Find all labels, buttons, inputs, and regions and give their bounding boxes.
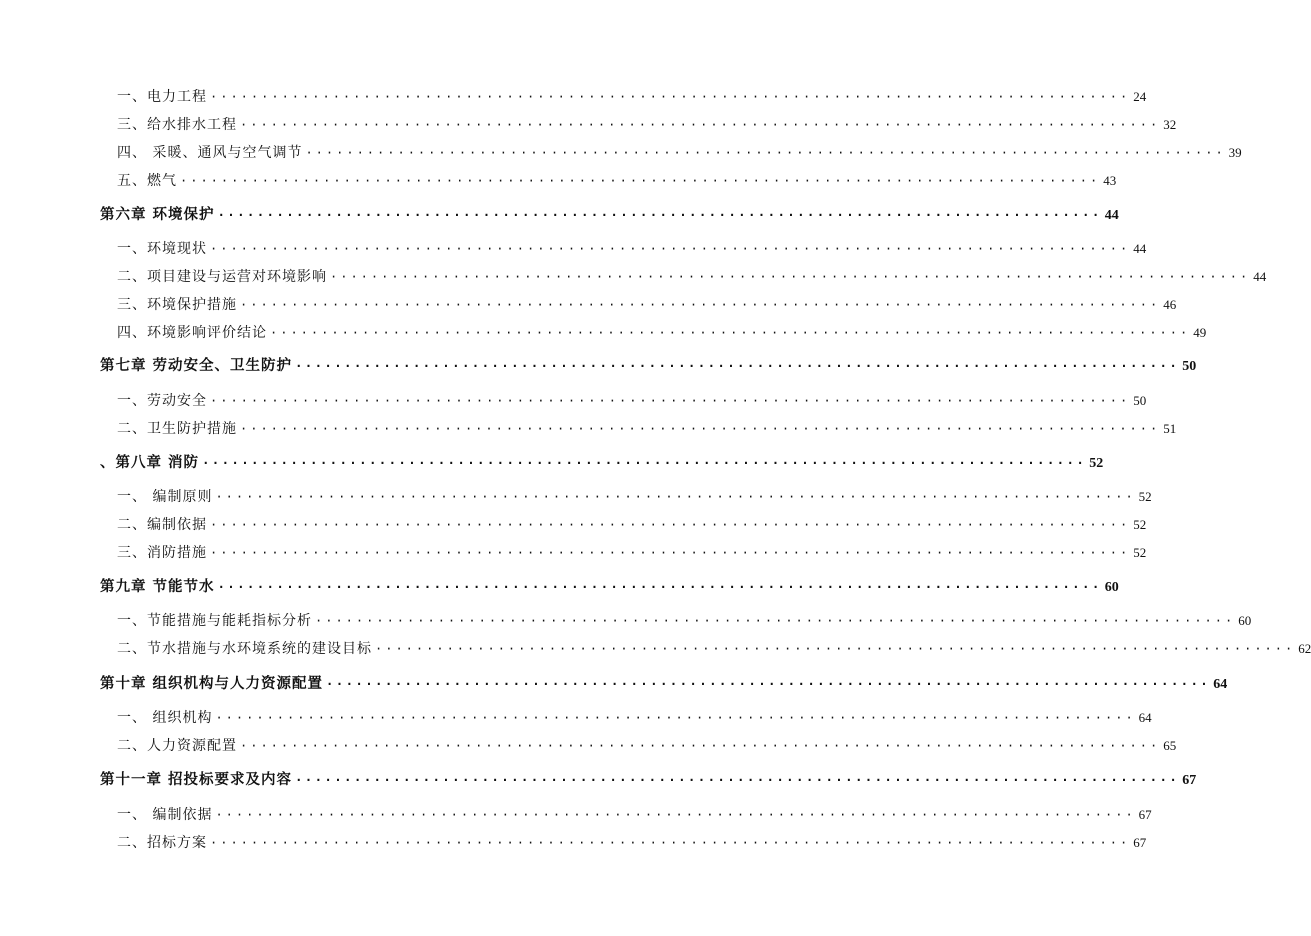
toc-chapter-title: 第十章 组织机构与人力资源配置 bbox=[100, 675, 324, 692]
toc-leader-dots: ·························································································· bbox=[215, 490, 1136, 504]
toc-entry-title: 二、人力资源配置 bbox=[117, 738, 237, 754]
toc-chapter-title: 、第八章 消防 bbox=[100, 454, 200, 471]
toc-entry[interactable] bbox=[117, 544, 1147, 562]
toc-chapter-entry[interactable] bbox=[100, 454, 1104, 473]
toc-leader-dots: ·························································································· bbox=[210, 242, 1131, 256]
toc-chapter-entry[interactable] bbox=[100, 675, 1228, 694]
toc-entry-title: 二、项目建设与运营对环境影响 bbox=[117, 269, 327, 285]
toc-entry-title: 一、 编制依据 bbox=[117, 807, 213, 823]
toc-leader-dots: ·························································································· bbox=[270, 326, 1191, 340]
toc-entry-title: 四、环境影响评价结论 bbox=[117, 325, 267, 341]
toc-entry[interactable] bbox=[117, 709, 1152, 727]
toc-entry[interactable] bbox=[117, 488, 1152, 506]
toc-entry-title: 五、燃气 bbox=[117, 173, 177, 189]
toc-leader-dots: ·························································································· bbox=[330, 270, 1251, 284]
toc-chapter-title: 第七章 劳动安全、卫生防护 bbox=[100, 357, 293, 374]
toc-leader-dots: ·························································································· bbox=[295, 359, 1180, 373]
toc-entry-title: 一、电力工程 bbox=[117, 89, 207, 105]
toc-page-number: 44 bbox=[1133, 241, 1147, 256]
toc-entry[interactable] bbox=[117, 88, 1147, 106]
toc-leader-dots: ·························································································· bbox=[217, 208, 1102, 222]
toc-page-number: 67 bbox=[1138, 807, 1152, 822]
toc-entry[interactable] bbox=[117, 144, 1242, 162]
toc-chapter-title: 第六章 环境保护 bbox=[100, 206, 215, 223]
toc-page-number: 64 bbox=[1138, 710, 1152, 725]
toc-page-number: 44 bbox=[1104, 208, 1119, 223]
toc-leader-dots: ·························································································· bbox=[217, 580, 1102, 594]
toc-entry[interactable] bbox=[117, 612, 1252, 630]
toc-page-number: 65 bbox=[1163, 738, 1177, 753]
toc-leader-dots: ·························································································· bbox=[210, 90, 1131, 104]
toc-page-number: 64 bbox=[1213, 677, 1228, 692]
toc-leader-dots: ·························································································· bbox=[202, 456, 1087, 470]
toc-entry[interactable] bbox=[117, 516, 1147, 534]
toc-entry[interactable] bbox=[117, 324, 1207, 342]
toc-chapter-title: 第九章 节能节水 bbox=[100, 578, 215, 595]
toc-page-number: 51 bbox=[1163, 421, 1177, 436]
toc-entry-title: 四、 采暖、通风与空气调节 bbox=[117, 145, 303, 161]
toc-entry-title: 三、消防措施 bbox=[117, 545, 207, 561]
toc-entry-title: 二、招标方案 bbox=[117, 835, 207, 851]
toc-entry[interactable] bbox=[117, 806, 1152, 824]
toc-leader-dots: ·························································································· bbox=[240, 422, 1161, 436]
toc-entry-title: 一、环境现状 bbox=[117, 241, 207, 257]
toc-page-number: 50 bbox=[1182, 359, 1197, 374]
toc-page-number: 52 bbox=[1133, 517, 1147, 532]
toc-page-number: 52 bbox=[1138, 489, 1152, 504]
toc-page-number: 24 bbox=[1133, 89, 1147, 104]
toc-page-number: 52 bbox=[1089, 456, 1104, 471]
toc-entry-title: 二、编制依据 bbox=[117, 517, 207, 533]
toc-entry[interactable] bbox=[117, 296, 1177, 314]
toc-chapter-entry[interactable] bbox=[100, 578, 1119, 597]
toc-leader-dots: ·························································································· bbox=[210, 394, 1131, 408]
toc-page-number: 32 bbox=[1163, 117, 1177, 132]
toc-page-number: 43 bbox=[1103, 173, 1117, 188]
toc-entry-title: 一、劳动安全 bbox=[117, 393, 207, 409]
toc-leader-dots: ·························································································· bbox=[295, 773, 1180, 787]
toc-chapter-entry[interactable] bbox=[100, 206, 1119, 225]
toc-leader-dots: ·························································································· bbox=[375, 642, 1296, 656]
toc-page-number: 50 bbox=[1133, 393, 1147, 408]
toc-entry[interactable] bbox=[117, 116, 1177, 134]
toc-entry-title: 三、给水排水工程 bbox=[117, 117, 237, 133]
toc-leader-dots: ·························································································· bbox=[215, 808, 1136, 822]
toc-leader-dots: ·························································································· bbox=[305, 146, 1226, 160]
toc-entry-title: 二、节水措施与水环境系统的建设目标 bbox=[117, 641, 372, 657]
toc-leader-dots: ·························································································· bbox=[240, 118, 1161, 132]
toc-chapter-title: 第十一章 招投标要求及内容 bbox=[100, 771, 293, 788]
toc-entry[interactable] bbox=[117, 737, 1177, 755]
toc-leader-dots: ·························································································· bbox=[210, 518, 1131, 532]
toc-leader-dots: ·························································································· bbox=[210, 546, 1131, 560]
toc-leader-dots: ·························································································· bbox=[180, 174, 1101, 188]
toc-chapter-entry[interactable] bbox=[100, 771, 1197, 790]
toc-entry-title: 三、环境保护措施 bbox=[117, 297, 237, 313]
toc-entry[interactable] bbox=[117, 420, 1177, 438]
toc-page-number: 44 bbox=[1253, 269, 1267, 284]
toc-page-number: 46 bbox=[1163, 297, 1177, 312]
toc-entry-title: 二、卫生防护措施 bbox=[117, 421, 237, 437]
toc-page-number: 39 bbox=[1228, 145, 1242, 160]
toc-leader-dots: ·························································································· bbox=[240, 739, 1161, 753]
toc-page-number: 62 bbox=[1298, 641, 1311, 656]
toc-leader-dots: ·························································································· bbox=[240, 298, 1161, 312]
toc-page-number: 67 bbox=[1133, 835, 1147, 850]
toc-entry[interactable] bbox=[117, 240, 1147, 258]
toc-leader-dots: ·························································································· bbox=[215, 711, 1136, 725]
toc-page-number: 49 bbox=[1193, 325, 1207, 340]
toc-leader-dots: ·························································································· bbox=[315, 614, 1236, 628]
toc-page-number: 60 bbox=[1238, 613, 1252, 628]
toc-entry-title: 一、 组织机构 bbox=[117, 710, 213, 726]
toc-entry[interactable] bbox=[117, 640, 1311, 658]
toc-leader-dots: ·························································································· bbox=[326, 677, 1211, 691]
toc-entry-title: 一、节能措施与能耗指标分析 bbox=[117, 613, 312, 629]
toc-leader-dots: ·························································································· bbox=[210, 836, 1131, 850]
toc-entry[interactable] bbox=[117, 834, 1147, 852]
toc-page-number: 60 bbox=[1104, 580, 1119, 595]
toc-entry[interactable] bbox=[117, 392, 1147, 410]
toc-chapter-entry[interactable] bbox=[100, 357, 1197, 376]
toc-page-number: 67 bbox=[1182, 773, 1197, 788]
toc-page-number: 52 bbox=[1133, 545, 1147, 560]
toc-entry-title: 一、 编制原则 bbox=[117, 489, 213, 505]
toc-entry[interactable] bbox=[117, 268, 1267, 286]
toc-entry[interactable] bbox=[117, 172, 1117, 190]
